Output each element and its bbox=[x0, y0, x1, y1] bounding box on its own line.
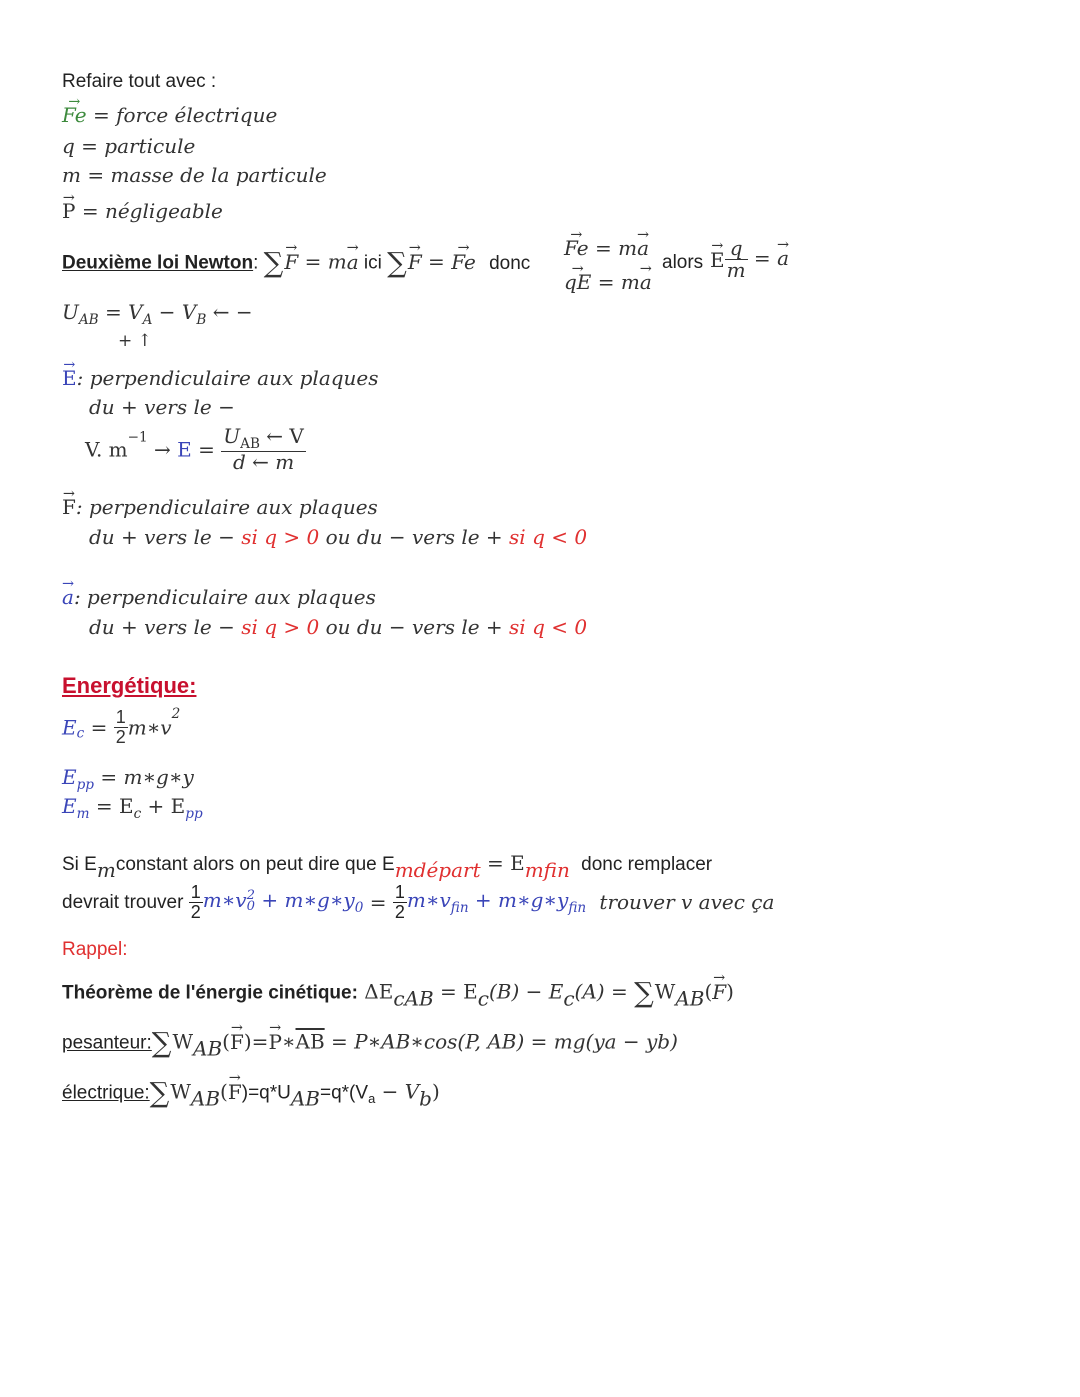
donc-label: donc bbox=[489, 252, 531, 274]
p-definition: négligeable bbox=[104, 199, 223, 223]
m-symbol: m bbox=[62, 163, 81, 187]
ec-equation: $E_c$ = $\frac{1}{2}$ $m∗v^2$ bbox=[62, 706, 181, 747]
alors-label: alors bbox=[662, 252, 704, 273]
em-equation: $E_m = E_c + E_{pp}$ bbox=[62, 794, 203, 822]
devrait-line: devrait trouver $\frac{1}{2}$ m∗v 2 0 + $m∗g∗y_0$ = $\frac{1}{2}$ $m∗v_{fin}$ + $m∗g∗y_{fin}$ trouver v avec ça bbox=[62, 882, 775, 922]
f-symbol: → F bbox=[62, 497, 76, 517]
epp-equation: $E_{pp}$ = m∗g∗y bbox=[62, 765, 194, 793]
newton-system-line1: → Fe = m→ a bbox=[564, 238, 649, 258]
field-e-formula: V. $m^{-1} \to E$ = $\frac{U_{AB} \leftarrow V}{d \leftarrow m}$ bbox=[85, 424, 304, 475]
si-line: Si $E_mconstant$ alors on peut dire que $E_{mdépart} = E_{mfin}$ donc remplacer bbox=[62, 851, 713, 882]
accel-a-direction: du + vers le − si q > 0 ou du − vers le + si q < 0 bbox=[89, 615, 588, 639]
def-q: q = particule bbox=[62, 134, 196, 158]
force-f-line: → F: perpendiculaire aux plaques bbox=[62, 497, 378, 517]
q-symbol: q bbox=[62, 134, 75, 158]
energy-title: Energétique: bbox=[62, 673, 197, 698]
fe-definition: force électrique bbox=[116, 103, 278, 127]
pesanteur-label: pesanteur: bbox=[62, 1032, 152, 1054]
newton-line: Deuxième loi Newton: ∑→ F = m→ a ici ∑→ F = → Fe donc bbox=[62, 250, 530, 278]
p-symbol: → P bbox=[62, 201, 75, 221]
electrique-line: $électrique:\sum W_{AB}(\to F)=q*U_{AB}=q*(V_a - V_b)$ bbox=[62, 1080, 440, 1109]
uab-equation: $U_{AB} = V_A - V_B$ ← − bbox=[62, 300, 253, 328]
field-e-line: → E: perpendiculaire aux plaques bbox=[62, 368, 379, 388]
def-fe: → Fe = force électrique bbox=[62, 105, 277, 125]
electrique-label: électrique: bbox=[62, 1082, 150, 1104]
uab-plus-arrow: + ↑ bbox=[118, 331, 152, 351]
def-p: → P = négligeable bbox=[62, 201, 223, 221]
rappel-label: Rappel: bbox=[62, 939, 128, 960]
fe-symbol: → Fe bbox=[62, 105, 87, 125]
e-symbol: → E bbox=[62, 368, 77, 388]
a-symbol: → a bbox=[62, 587, 74, 607]
def-m: m = masse de la particule bbox=[62, 163, 327, 187]
m-definition: masse de la particule bbox=[110, 163, 327, 187]
ici-label: ici bbox=[363, 252, 382, 274]
q-definition: particule bbox=[104, 134, 196, 158]
field-e-direction: du + vers le − bbox=[89, 395, 235, 419]
newton-title: Deuxième loi Newton bbox=[62, 252, 254, 274]
newton-system-line2: → qE = m→ a bbox=[564, 272, 652, 292]
theorem-line: Théorème de l'énergie cinétique: $\Delta E_{cAB} = E_c(B) - E_c(A) = \sum W_{AB}(\to F)$ bbox=[62, 980, 734, 1009]
accel-a-line: → a: perpendiculaire aux plaques bbox=[62, 587, 376, 607]
alors-equation: → E $\frac{q}{m}$ = → a bbox=[710, 238, 789, 281]
force-f-direction: du + vers le − si q > 0 ou du − vers le + si q < 0 bbox=[89, 525, 588, 549]
pesanteur-line: $pesanteur:\sum W_{AB}(\to F)=\to$ $P∗\overline{AB}$ = P∗AB∗cos(P, AB) = mg(ya − yb) bbox=[62, 1030, 678, 1059]
theorem-title: Théorème de l'énergie cinétique: bbox=[62, 982, 358, 1004]
intro-text: Refaire tout avec : bbox=[62, 71, 217, 92]
